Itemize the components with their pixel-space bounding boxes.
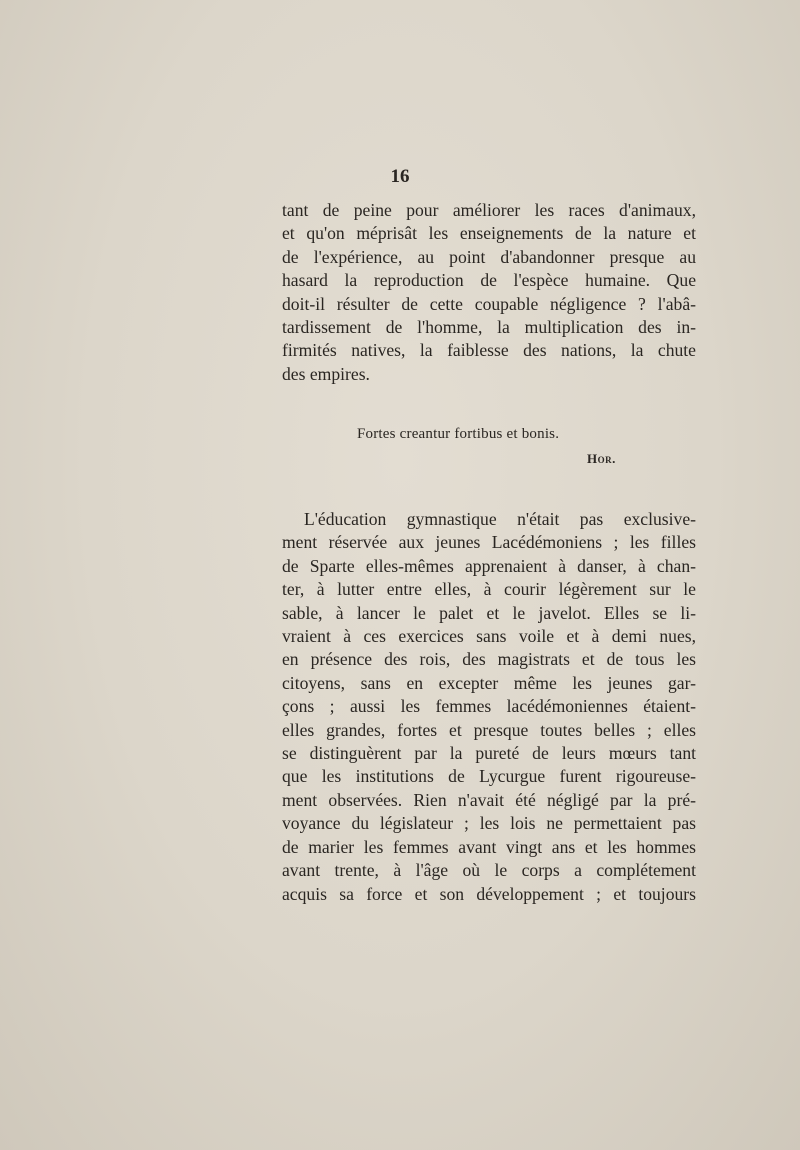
text-line: que les institutions de Lycurgue furent rigoureuse- [282,766,696,787]
text-line: ment observées. Rien n'avait été négligé par la pré- [282,789,696,810]
text-line: vraient à ces exercices sans voile et à demi nues, [282,626,696,647]
text-line: des empires. [282,363,370,384]
text-line: çons ; aussi les femmes lacédémoniennes étaient- [282,696,696,717]
text-line: se distinguèrent par la pureté de leurs mœurs tant [282,743,696,764]
paragraph-2 [282,508,696,906]
text-line: voyance du législateur ; les lois ne permettaient pas [282,813,696,834]
paragraph-1 [282,199,696,386]
text-line: citoyens, sans en excepter même les jeunes gar- [282,672,696,693]
text-line: ment réservée aux jeunes Lacédémoniens ; les filles [282,532,696,553]
text-line: elles grandes, fortes et presque toutes belles ; elles [282,719,696,740]
text-line: firmités natives, la faiblesse des nations, la chute [282,340,696,361]
text-line: tardissement de l'homme, la multiplication des in- [282,317,696,338]
text-line: doit-il résulter de cette coupable négligence ? l'abâ- [282,293,696,314]
text-line: de l'expérience, au point d'abandonner presque au [282,246,696,267]
text-line: de Sparte elles-mêmes apprenaient à danser, à chan- [282,555,696,576]
epigraph-quote: Fortes creantur fortibus et bonis. [357,426,560,442]
text-line: L'éducation gymnastique n'était pas exclusive- [304,509,696,529]
page-number: 16 [390,166,410,187]
text-line: sable, à lancer le palet et le javelot. Elles se li- [282,602,696,623]
text-line: en présence des rois, des magistrats et de tous les [282,649,696,670]
epigraph-author: Hor. [587,451,616,466]
text-line: de marier les femmes avant vingt ans et les hommes [282,836,696,857]
text-line: tant de peine pour améliorer les races d'animaux, [282,200,696,220]
text-line: avant trente, à l'âge où le corps a complétement [282,860,696,881]
text-line: hasard la reproduction de l'espèce humaine. Que [282,270,696,291]
text-line: acquis sa force et son développement ; et toujours [282,883,696,904]
text-line: et qu'on méprisât les enseignements de la nature et [282,223,696,244]
text-line: ter, à lutter entre elles, à courir légèrement sur le [282,579,696,600]
